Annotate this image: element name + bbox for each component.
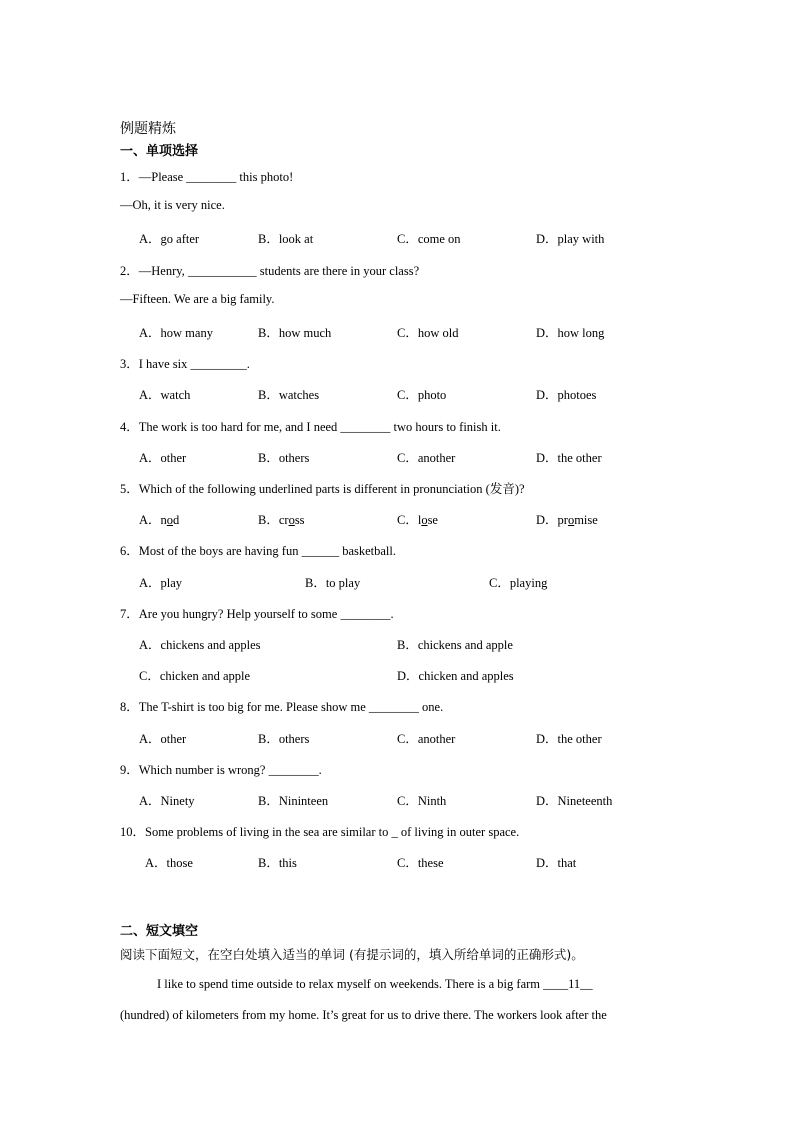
passage-text: I like to spend time outside to relax myself on weekends. There is a big farm [157,977,544,991]
question-5-option-d [536,510,598,528]
question-8-option-b: B．others [258,732,310,746]
question-2-stem: 2．—Henry, ___________ students are there in your class? [120,264,420,278]
passage-line-2: (hundred) of kilometers from my home. It’s great for us to drive there. The workers look after the [120,1008,607,1022]
section-heading-cloze: 二、短文填空 [120,924,199,939]
question-1-reply: —Oh, it is very nice. [120,198,225,212]
question-5-stem: 5．Which of the following underlined parts is different in pronunciation (发音)? [120,482,525,496]
option-text: C．l [397,513,422,527]
question-7-option-c: C．chicken and apple [139,669,251,683]
question-7-option-b: B．chickens and apple [397,638,513,652]
question-2-option-b: B．how much [258,326,332,340]
question-8-stem: 8．The T-shirt is too big for me. Please show me ________ one. [120,700,444,714]
question-9-option-c: C．Ninth [397,794,447,808]
question-7-stem: 7．Are you hungry? Help yourself to some ________. [120,607,394,621]
option-text: D．pr [536,513,568,527]
question-2-option-d: D．how long [536,326,605,340]
section-heading-choice: 一、单项选择 [120,144,199,159]
option-text: se [427,513,438,527]
question-8-option-d: D．the other [536,732,602,746]
page-title: 例题精炼 [120,121,176,137]
question-9-option-a: A．Ninety [139,794,195,808]
question-4-option-d: D．the other [536,451,602,465]
question-7-option-d: D．chicken and apples [397,669,514,683]
underlined-letter: o [421,513,428,527]
underlined-letter: o [288,513,295,527]
question-1-option-c: C．come on [397,232,461,246]
question-4-stem: 4．The work is too hard for me, and I need ________ two hours to finish it. [120,420,501,434]
option-text: d [173,513,180,527]
passage-line-1 [157,977,593,992]
question-3-stem: 3．I have six _________. [120,357,250,371]
question-10-option-d: D．that [536,856,577,870]
question-10-option-a: A．those [145,856,193,870]
question-6-option-b: B．to play [305,576,361,590]
question-1-option-d: D．play with [536,232,605,246]
question-3-option-c: C．photo [397,388,447,402]
question-1-option-a: A．go after [139,232,200,246]
question-8-option-c: C．another [397,732,456,746]
question-10-option-c: C．these [397,856,444,870]
option-text: mise [574,513,598,527]
option-text: ss [294,513,305,527]
question-9-stem: 9．Which number is wrong? ________. [120,763,322,777]
question-2-option-c: C．how old [397,326,459,340]
question-3-option-d: D．photoes [536,388,597,402]
question-6-option-a: A．play [139,576,183,590]
question-10-option-b: B．this [258,856,297,870]
question-10-stem: 10．Some problems of living in the sea are similar to _ of living in outer space. [120,825,520,839]
question-9-option-b: B．Nininteen [258,794,329,808]
underlined-letter: o [567,513,575,527]
question-4-option-c: C．another [397,451,456,465]
question-6-option-c: C．playing [489,576,548,590]
cloze-instruction: 阅读下面短文，在空白处填入适当的单词 (有提示词的，填入所给单词的正确形式)。 [120,947,584,962]
question-4-option-b: B．others [258,451,310,465]
question-2-option-a: A．how many [139,326,213,340]
option-text: A．n [139,513,167,527]
question-8-option-a: A．other [139,732,187,746]
question-3-option-b: B．watches [258,388,320,402]
question-1-stem: 1．—Please ________ this photo! [120,170,294,184]
question-5-option-c [397,510,438,528]
question-2-reply: —Fifteen. We are a big family. [120,292,275,306]
underlined-letter: o [166,513,174,527]
question-1-option-b: B．look at [258,232,314,246]
question-9-option-d: D．Nineteenth [536,794,613,808]
question-5-option-b [258,510,305,528]
blank-11: ____11__ [543,977,593,991]
question-6-stem: 6．Most of the boys are having fun ______ basketball. [120,544,396,558]
option-text: B．cr [258,513,289,527]
question-4-option-a: A．other [139,451,187,465]
question-7-option-a: A．chickens and apples [139,638,261,652]
question-3-option-a: A．watch [139,388,191,402]
question-5-option-a [139,510,179,528]
